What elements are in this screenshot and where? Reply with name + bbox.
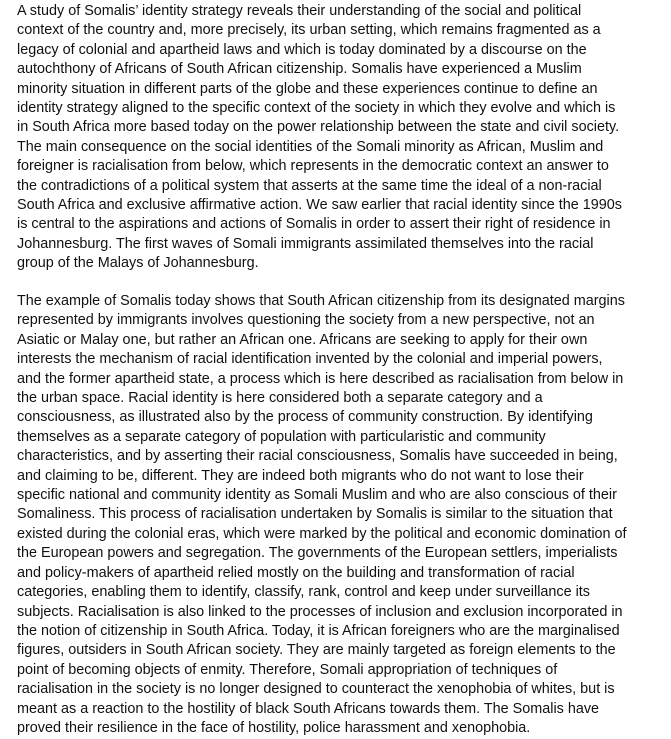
text-line: figures, outsiders in South African society. They are mainly targeted as foreign elements to the: [17, 642, 616, 659]
text-line: South Africa and exclusive affirmative action. We saw earlier that racial identity since the 1990s: [17, 197, 622, 214]
text-line: is central to the aspirations and actions of Somalis in order to assert their right of residence in: [17, 216, 611, 233]
paragraph-2: [17, 292, 627, 738]
text-line: identity strategy aligned to the specific context of the society in which they evolve and which is: [17, 100, 616, 117]
text-line: existed during the colonial eras, which were marked by the political and economic domination of: [17, 525, 627, 542]
text-line: autochthony of Africans of South African citizenship. Somalis have experienced a Muslim: [17, 61, 582, 78]
text-line: A study of Somalis’ identity strategy reveals their understanding of the social and political: [17, 3, 582, 19]
text-line: Somaliness. This process of racialisation undertaken by Somalis is similar to the situation that: [17, 506, 613, 523]
text-line: represented by immigrants involves questioning the society from a new perspective, not an: [17, 312, 595, 329]
text-line: meant as a reaction to the hostility of black South Africans towards them. The Somalis have: [17, 700, 600, 717]
text-line: characteristics, and by asserting their racial consciousness, Somalis have succeeded in being,: [17, 448, 618, 465]
text-line: Asiatic or Malay one, but rather an African one. Africans are seeking to apply for their own: [17, 331, 588, 348]
paragraph-1: [17, 2, 622, 274]
text-line: consciousness, as illustrated also by the process of community construction. By identifying: [17, 409, 593, 426]
text-line: minority situation in different parts of the globe and these experiences continue to define an: [17, 80, 598, 97]
text-line: specific national and community identity as Somali Muslim and who are also conscious of their: [17, 487, 617, 504]
text-line: the European powers and segregation. The governments of the European settlers, imperialists: [17, 545, 618, 562]
text-line: and the former apartheid state, a process which is here described as racialisation from below in: [17, 370, 624, 387]
text-line: and claiming to be, different. They are indeed both migrants who do not want to lose their: [17, 467, 584, 484]
text-line: the notion of citizenship in South Africa. Today, it is African foreigners who are the marginalised: [17, 622, 620, 639]
text-line: context of the country and, more precisely, its urban setting, which remains fragmented as a: [17, 22, 601, 39]
text-line: the urban space. Racial identity is here considered both a separate category and a: [17, 390, 543, 407]
text-line: The example of Somalis today shows that South African citizenship from its designated margins: [17, 293, 625, 309]
text-line: point of becoming objects of enmity. Therefore, Somali appropriation of techniques of: [17, 661, 558, 678]
text-line: subjects. Racialisation is also linked to the processes of inclusion and exclusion incorporated in: [17, 603, 623, 620]
text-line: Johannesburg. The first waves of Somali immigrants assimilated themselves into the racial: [17, 235, 594, 252]
text-line: legacy of colonial and apartheid laws and which is today dominated by a discourse on the: [17, 41, 587, 58]
text-line: in South Africa more based today on the power relationship between the state and civil society.: [17, 119, 620, 136]
text-line: foreigner is racialisation from below, which represents in the democratic context an answer to: [17, 158, 609, 175]
text-line: themselves as a separate category of population with particularistic and community: [17, 428, 546, 445]
text-line: The main consequence on the social identities of the Somali minority as African, Muslim and: [17, 138, 604, 155]
text-line: categories, enabling them to identify, classify, rank, control and keep under surveillance its: [17, 584, 590, 601]
text-line: proved their resilience in the face of hostility, police harassment and xenophobia.: [17, 719, 531, 736]
text-line: racialisation in the society is no longer designed to counteract the xenophobia of whites, but is: [17, 681, 615, 698]
text-line: group of the Malays of Johannesburg.: [17, 255, 259, 272]
text-line: interests the mechanism of racial identification invented by the colonial and imperial powers,: [17, 351, 603, 368]
text-line: and policy-makers of apartheid relied mostly on the building and transformation of racial: [17, 564, 575, 581]
text-line: the contradictions of a political system that asserts at the same time the ideal of a non-racial: [17, 177, 602, 194]
